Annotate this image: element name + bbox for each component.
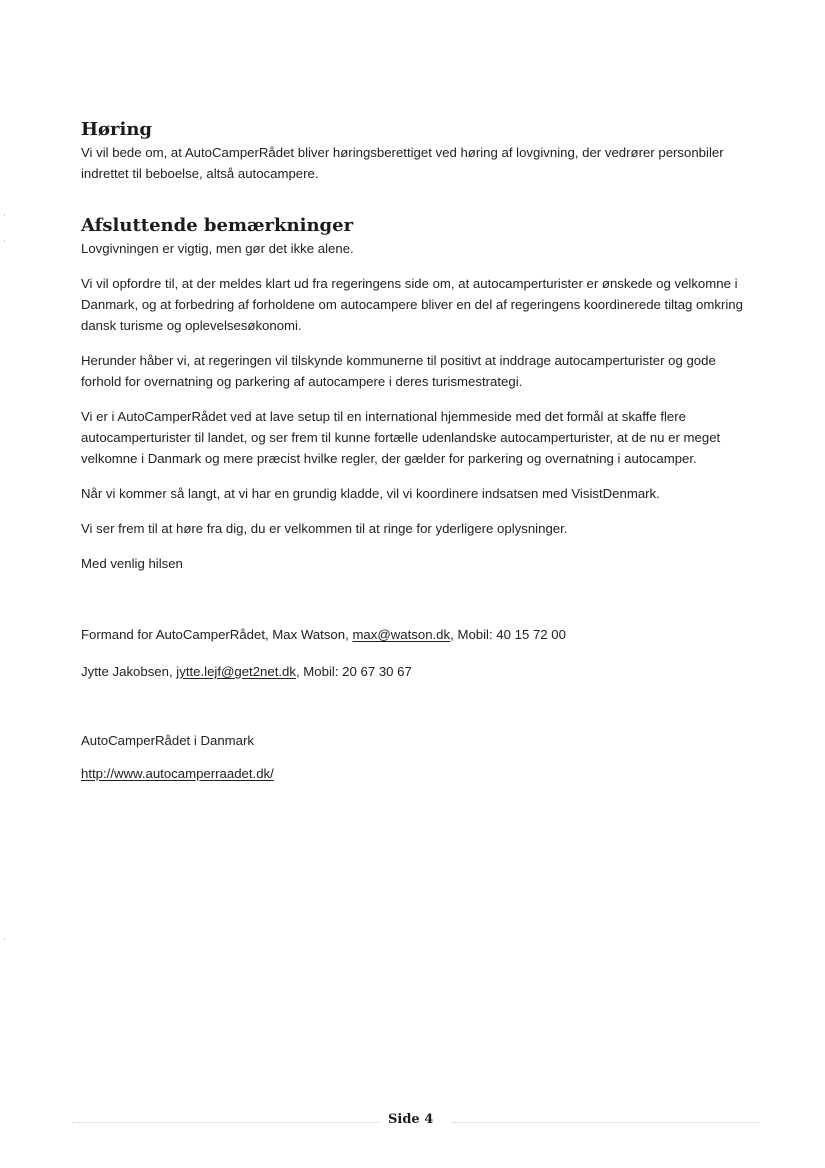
paragraph: Vi ser frem til at høre fra dig, du er velkommen til at ringe for yderligere oplysninger.: [81, 521, 568, 536]
section-heading-afsluttende: Afsluttende bemærkninger: [81, 215, 354, 236]
footer-divider-left: [72, 1122, 380, 1123]
paragraph: Når vi kommer så langt, at vi har en grundig kladde, vil vi koordinere indsatsen med VisistDenmark.: [81, 486, 660, 501]
section-heading-horing: Høring: [81, 119, 153, 140]
page-footer: [0, 1112, 825, 1132]
scan-artifact: [4, 214, 5, 216]
paragraph: Vi vil opfordre til, at der meldes klart ud fra regeringens side om, at autocamperturister er ønskede og velkomne i Danmark, og at forbedring af forholdene om autocampere bliver en del af regeringens koordinerede tiltag omkring dansk turisme og oplevelsesøkonomi.: [81, 276, 743, 333]
paragraph: Vi vil bede om, at AutoCamperRådet bliver høringsberettiget ved høring af lovgivning, der vedrører personbiler indrettet til beboelse, altså autocampere.: [81, 145, 724, 181]
page-number: Side 4: [388, 1112, 434, 1127]
organization-name: AutoCamperRådet i Danmark: [81, 733, 254, 748]
paragraph: Vi er i AutoCamperRådet ved at lave setup til en international hjemmeside med det formål at skaffe flere autocamperturister til landet, og ser frem til kunne fortælle udenlandske autocamperturister, at de nu er meget velkomne i Danmark og mere præcist hvilke regler, der gælder for parkering og overnatning i autocamper.: [81, 409, 721, 466]
contact-phone: , Mobil: 40 15 72 00: [450, 627, 566, 642]
organization-url-line: [81, 763, 751, 784]
scan-artifact: [4, 938, 5, 940]
email-link[interactable]: max@watson.dk: [352, 627, 451, 642]
footer-divider-right: [452, 1122, 760, 1123]
paragraph: Herunder håber vi, at regeringen vil tilskynde kommunerne til positivt at inddrage autocamperturister og gode forhold for overnatning og parkering af autocampere i deres turismestrategi.: [81, 353, 716, 389]
letter-body: [81, 118, 751, 784]
scan-artifact: [4, 240, 5, 242]
paragraph: Lovgivningen er vigtig, men gør det ikke alene.: [81, 241, 354, 256]
email-link[interactable]: jytte.lejf@get2net.dk: [176, 664, 296, 679]
contact-name: Formand for AutoCamperRådet, Max Watson,: [81, 627, 353, 642]
contact-phone: , Mobil: 20 67 30 67: [295, 664, 412, 679]
closing-salutation: Med venlig hilsen: [81, 556, 183, 571]
website-link[interactable]: http://www.autocamperraadet.dk/: [81, 766, 274, 781]
contact-line-chairman: [81, 624, 751, 645]
contact-line-secondary: [81, 661, 751, 682]
contact-name: Jytte Jakobsen,: [81, 664, 177, 679]
